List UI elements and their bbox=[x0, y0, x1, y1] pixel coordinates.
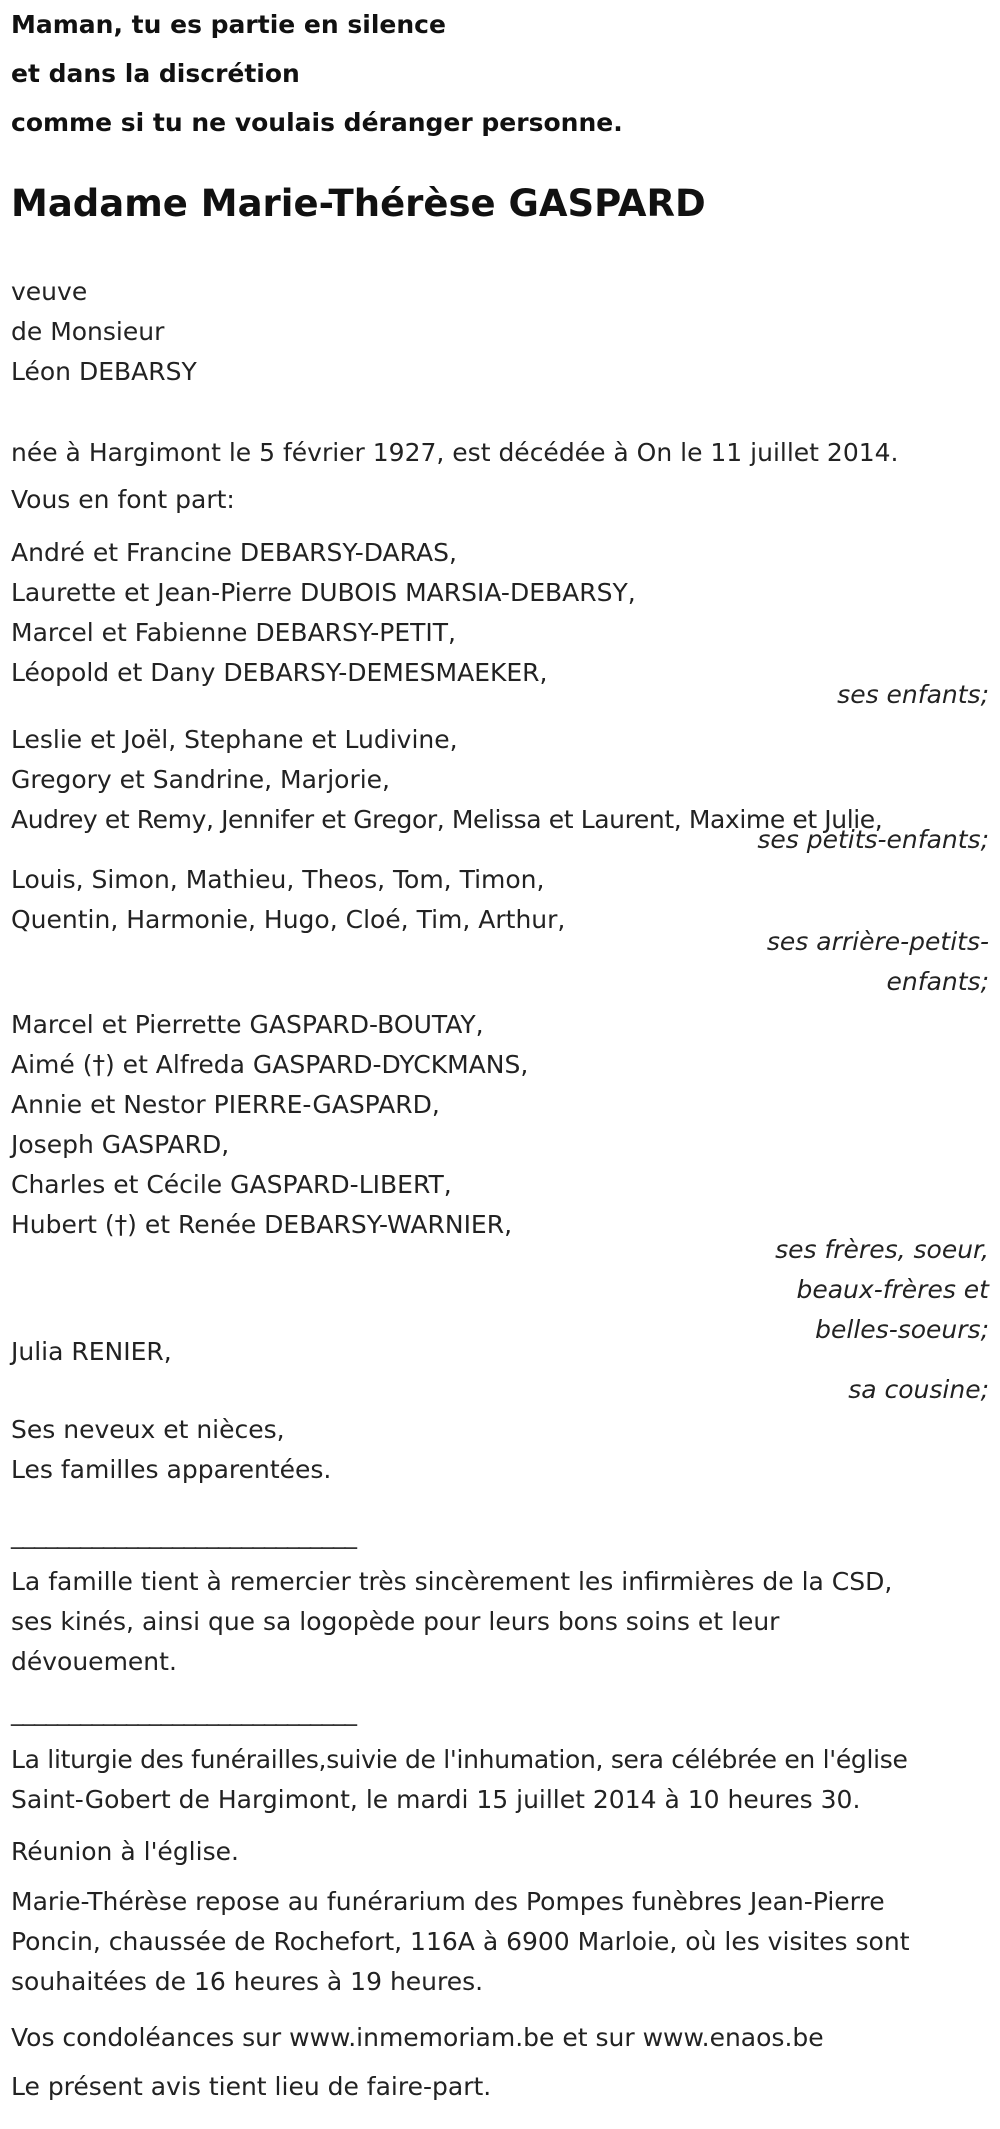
sibling-line: Joseph GASPARD, bbox=[11, 1130, 230, 1159]
child-line: Laurette et Jean-Pierre DUBOIS MARSIA-DEBARSY, bbox=[11, 578, 636, 607]
sibling-line: Hubert (†) et Renée DEBARSY-WARNIER, bbox=[11, 1210, 513, 1239]
thanks-line: ses kinés, ainsi que sa logopède pour leurs bons soins et leur bbox=[11, 1607, 780, 1636]
sibling-line: Marcel et Pierrette GASPARD-BOUTAY, bbox=[11, 1010, 484, 1039]
other-relatives bbox=[11, 1410, 331, 1490]
condolences-line: Vos condoléances sur www.inmemoriam.be et sur www.enaos.be bbox=[11, 2023, 824, 2052]
children-block bbox=[11, 533, 989, 693]
sibling-line: Aimé (†) et Alfreda GASPARD-DYCKMANS, bbox=[11, 1050, 529, 1079]
widow-block bbox=[11, 272, 197, 392]
closing-line: Le présent avis tient lieu de faire-part. bbox=[11, 2072, 492, 2101]
repose-line: Marie-Thérèse repose au funérarium des Pompes funèbres Jean-Pierre bbox=[11, 1887, 885, 1916]
poem-line: Maman, tu es partie en silence bbox=[11, 10, 446, 39]
role-line: beaux-frères et bbox=[796, 1275, 989, 1304]
poem-line: et dans la discrétion bbox=[11, 59, 300, 88]
opening-poem bbox=[11, 0, 623, 147]
widow-line: de Monsieur bbox=[11, 317, 165, 346]
announcement-intro: Vous en font part: bbox=[11, 485, 235, 514]
funeral-line: La liturgie des funérailles,suivie de l'inhumation, sera célébrée en l'église bbox=[11, 1745, 908, 1774]
role-line: belles-soeurs; bbox=[815, 1315, 989, 1344]
thanks-paragraph bbox=[11, 1562, 892, 1682]
role-line: enfants; bbox=[886, 967, 989, 996]
funeral-line: Saint-Gobert de Hargimont, le mardi 15 juillet 2014 à 10 heures 30. bbox=[11, 1785, 861, 1814]
sibling-line: Charles et Cécile GASPARD-LIBERT, bbox=[11, 1170, 452, 1199]
great-grandchild-line: Louis, Simon, Mathieu, Theos, Tom, Timon, bbox=[11, 865, 545, 894]
relative-line: Les familles apparentées. bbox=[11, 1455, 332, 1484]
great-grandchildren-role bbox=[767, 922, 989, 1002]
thanks-line: dévouement. bbox=[11, 1647, 177, 1676]
cousin-line: Julia RENIER, bbox=[11, 1337, 172, 1366]
thanks-line: La famille tient à remercier très sincèrement les infirmières de la CSD, bbox=[11, 1567, 893, 1596]
reunion-line: Réunion à l'église. bbox=[11, 1837, 239, 1866]
deceased-name: Madame Marie-Thérèse GASPARD bbox=[11, 182, 706, 225]
great-grandchild-line: Quentin, Harmonie, Hugo, Cloé, Tim, Arthur, bbox=[11, 905, 566, 934]
repose-line: Poncin, chaussée de Rochefort, 116A à 6900 Marloie, où les visites sont bbox=[11, 1927, 910, 1956]
widow-line: veuve bbox=[11, 277, 88, 306]
sibling-line: Annie et Nestor PIERRE-GASPARD, bbox=[11, 1090, 440, 1119]
child-line: Marcel et Fabienne DEBARSY-PETIT, bbox=[11, 618, 456, 647]
separator: ______________________________ bbox=[11, 1697, 356, 1726]
widow-line: Léon DEBARSY bbox=[11, 357, 197, 386]
relative-line: Ses neveux et nièces, bbox=[11, 1415, 285, 1444]
repose-line: souhaitées de 16 heures à 19 heures. bbox=[11, 1967, 484, 1996]
grandchild-line: Gregory et Sandrine, Marjorie, bbox=[11, 765, 391, 794]
siblings-role bbox=[775, 1230, 989, 1350]
separator: ______________________________ bbox=[11, 1520, 356, 1549]
cousin-role: sa cousine; bbox=[848, 1375, 989, 1404]
siblings-block bbox=[11, 1005, 989, 1245]
role-line: ses frères, soeur, bbox=[775, 1235, 989, 1264]
role-line: ses arrière-petits- bbox=[766, 927, 989, 956]
child-line: André et Francine DEBARSY-DARAS, bbox=[11, 538, 457, 567]
child-line: Léopold et Dany DEBARSY-DEMESMAEKER, bbox=[11, 658, 548, 687]
grandchild-line: Audrey et Remy, Jennifer et Gregor, Melissa et Laurent, Maxime et Julie, bbox=[11, 805, 883, 834]
grandchild-line: Leslie et Joël, Stephane et Ludivine, bbox=[11, 725, 458, 754]
poem-line: comme si tu ne voulais déranger personne. bbox=[11, 108, 623, 137]
funeral-paragraph bbox=[11, 1740, 908, 1820]
grandchildren-role: ses petits-enfants; bbox=[757, 825, 989, 854]
repose-paragraph bbox=[11, 1882, 910, 2002]
birth-death-statement: née à Hargimont le 5 février 1927, est décédée à On le 11 juillet 2014. bbox=[11, 438, 899, 467]
children-role: ses enfants; bbox=[837, 680, 989, 709]
